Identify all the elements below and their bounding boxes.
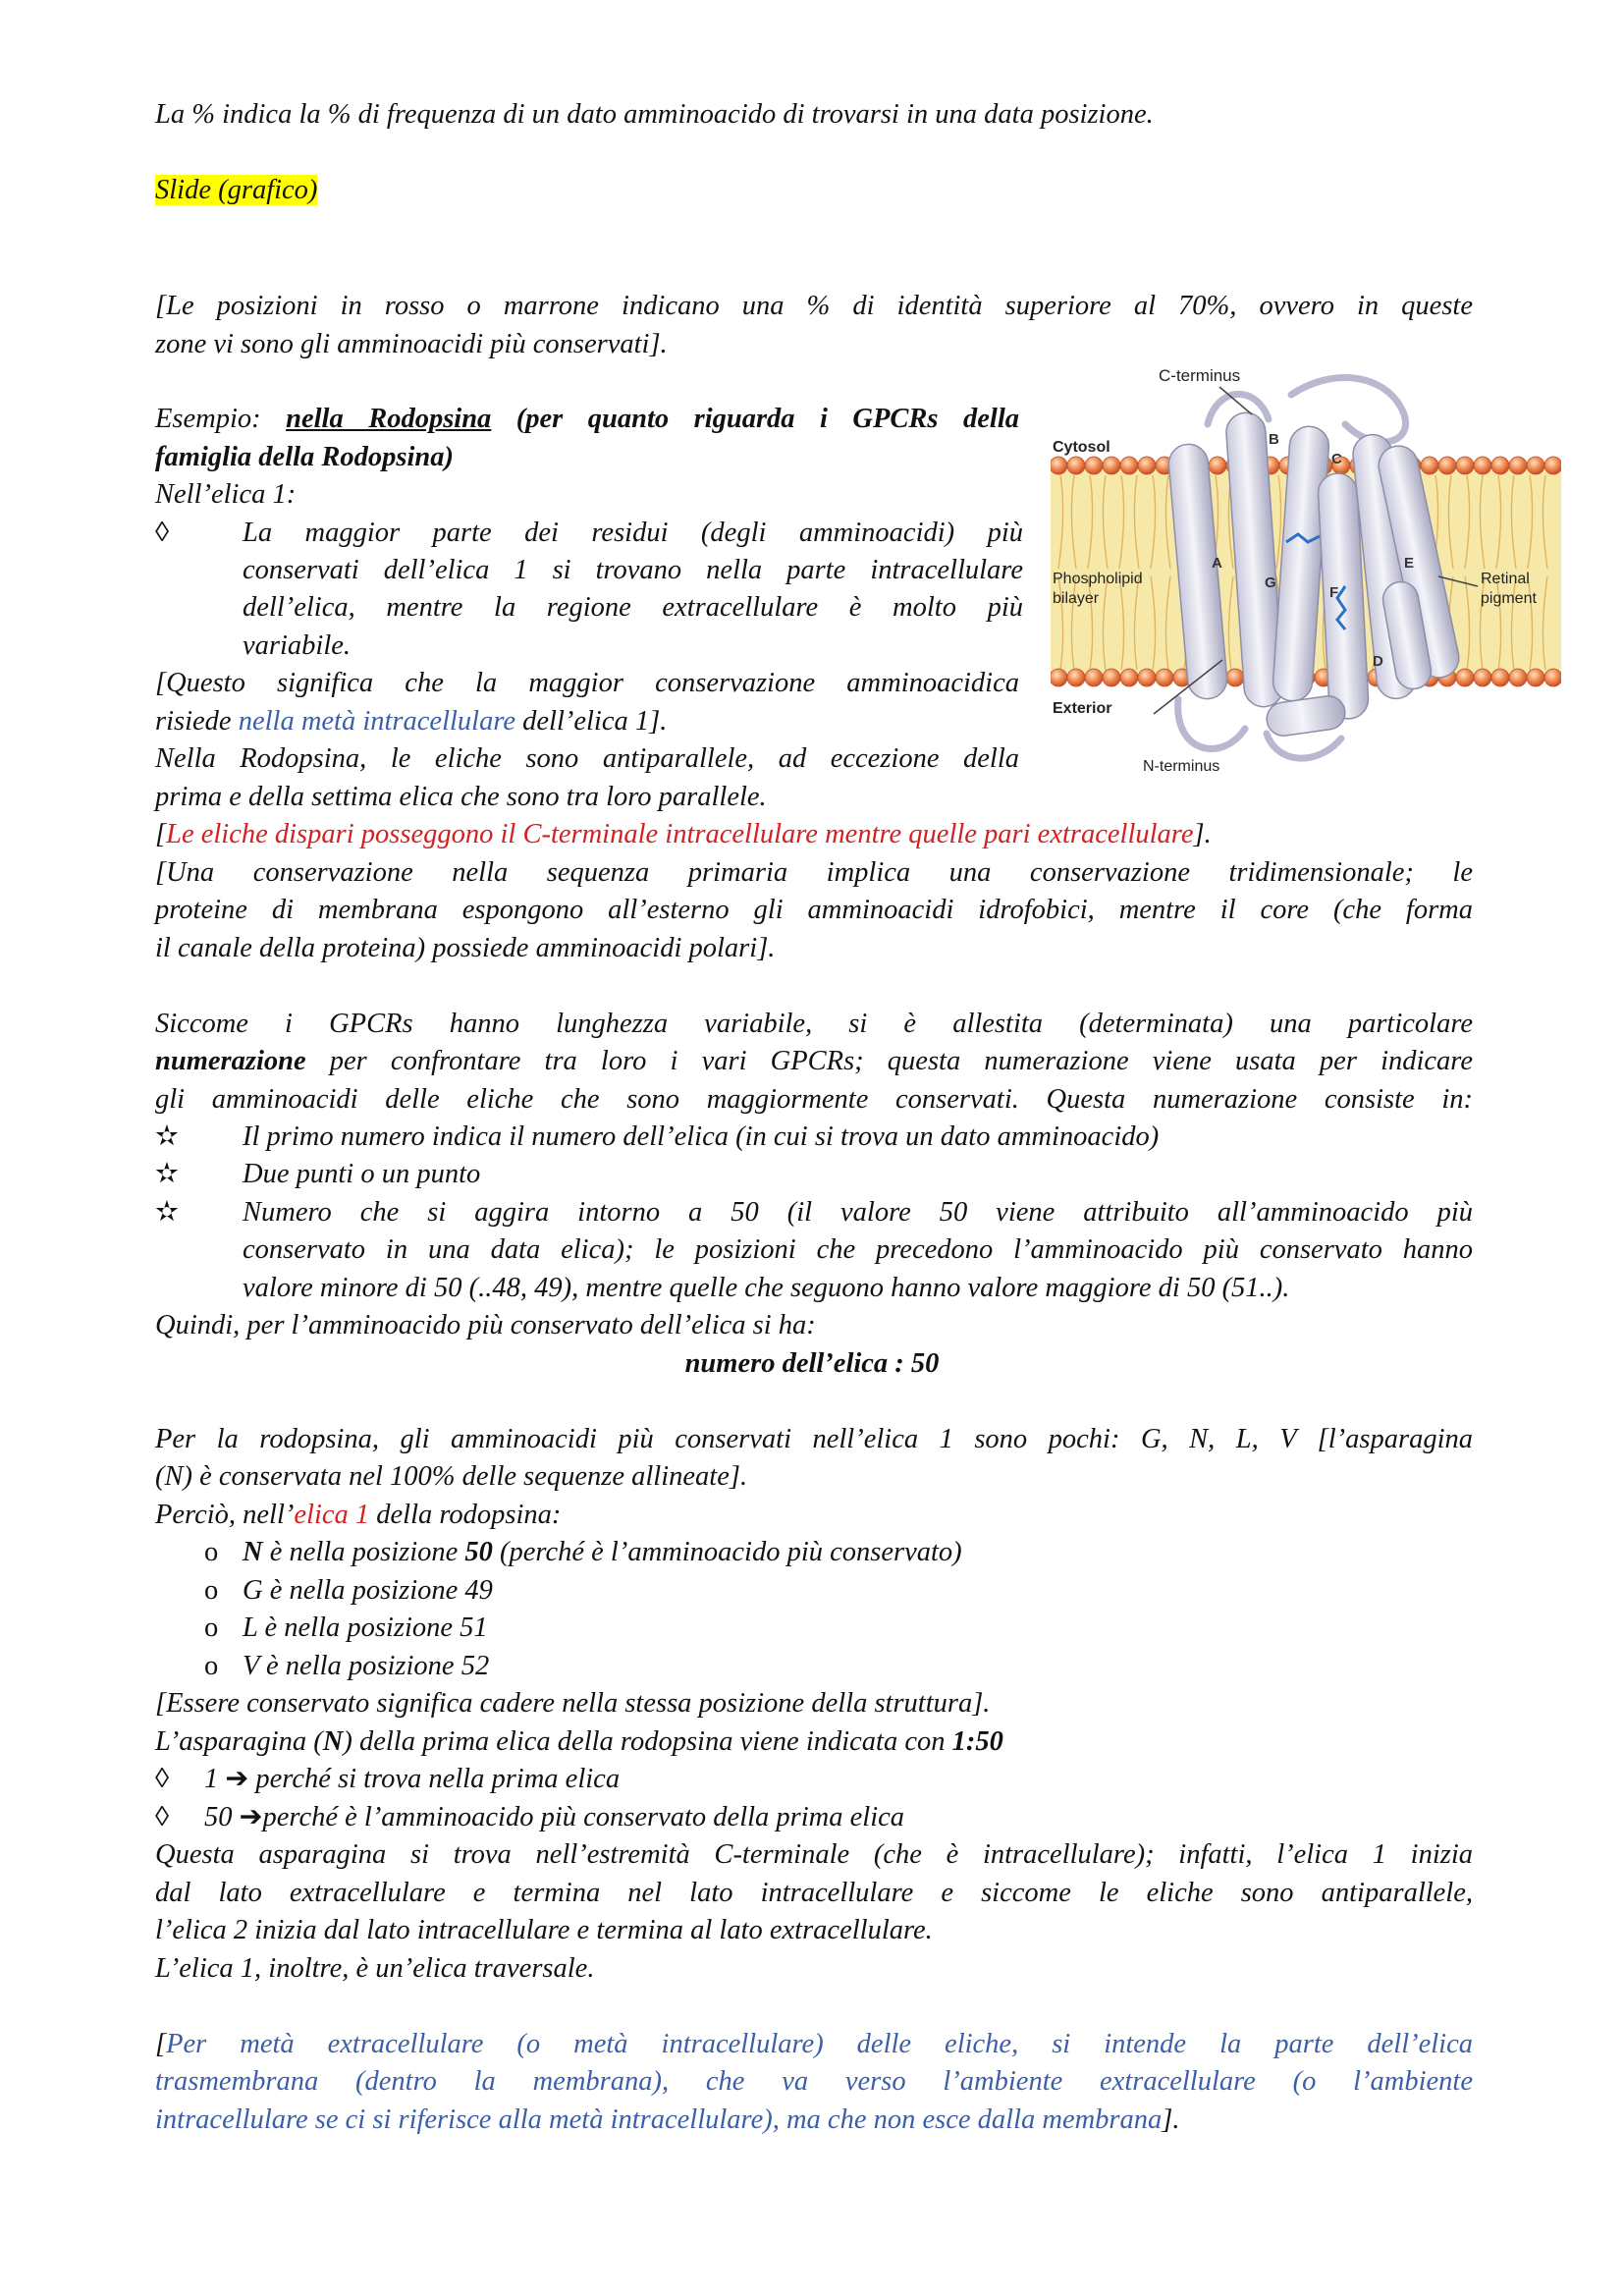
star-item-3-line-3: valore minore di 50 (..48, 49), mentre quelle che seguono hanno valore maggiore di 50 (51..). [243, 1273, 1290, 1303]
formula: numero dell’elica : 50 [684, 1348, 940, 1379]
reason-2: 50 ➔perché è l’amminoacido più conservato della prima elica [204, 1802, 905, 1832]
reason-1: 1 ➔ perché si trova nella prima elica [204, 1764, 621, 1794]
circle-bullet: o [204, 1537, 219, 1567]
helix-label-a: A [1212, 555, 1222, 572]
arrow-icon: ➔ [239, 1802, 263, 1832]
star-bullet: ✫ [155, 1121, 179, 1152]
bullet-helix-line-4: variabile. [243, 630, 352, 661]
circle-bullet: o [204, 1651, 219, 1681]
position-item-n: N è nella posizione 50 (perché è l’amminoacido più conservato) [243, 1537, 962, 1567]
position-item-l: L è nella posizione 51 [243, 1613, 488, 1643]
positions-line-2: zone vi sono gli amminoacidi più conservati]. [155, 329, 668, 359]
helix-label-d: D [1373, 653, 1383, 670]
therefore-helix1: Perciò, nell’elica 1 della rodopsina: [155, 1500, 562, 1530]
example-heading: Esempio: nella Rodopsina (per quanto riguarda i GPCRs della [155, 404, 1019, 434]
helix-label-f: F [1329, 584, 1339, 601]
asparagine-position-line-2: dal lato extracellulare e termina nel lato intracellulare e siccome le eliche sono antiparallele, [155, 1878, 1473, 1908]
meaning-line-1: [Questo significa che la maggior conservazione amminoacidica [155, 668, 1019, 698]
slide-highlight: Slide (grafico) [155, 175, 318, 205]
rhodopsin-helix1-line-2: (N) è conservata nel 100% delle sequenze allineate]. [155, 1461, 748, 1492]
diamond-bullet: ◊ [155, 1802, 170, 1832]
circle-bullet: o [204, 1575, 219, 1606]
position-item-g: G è nella posizione 49 [243, 1575, 493, 1606]
conservation-line-1: [Una conservazione nella sequenza primaria implica una conservazione tridimensionale; le [155, 857, 1473, 888]
positions-line-1: [Le posizioni in rosso o marrone indicano una % di identità superiore al 70%, ovvero in queste [155, 291, 1473, 321]
pigment-label: pigment [1481, 590, 1537, 607]
numerazione-bold: numerazione [155, 1046, 306, 1076]
asparagine-position-line-1: Questa asparagina si trova nell’estremità C-terminale (che è intracellulare); infatti, l’elica 1 inizia [155, 1839, 1473, 1870]
numbering-line-1: Siccome i GPCRs hanno lunghezza variabile, si è allestita (determinata) una particolare [155, 1009, 1473, 1039]
helix-label-c: C [1331, 451, 1342, 467]
bullet-helix-line-1: La maggior parte dei residui (degli amminoacidi) più [243, 518, 1023, 548]
antiparallel-line-1: Nella Rodopsina, le eliche sono antiparallele, ad eccezione della [155, 743, 1019, 774]
definition-line-3: intracellulare se ci si riferisce alla metà intracellulare), ma che non esce dalla membrana]. [155, 2105, 1180, 2135]
arrow-icon: ➔ [225, 1764, 249, 1794]
star-bullet: ✫ [155, 1197, 179, 1228]
helix-1-label: Nell’elica 1: [155, 479, 297, 510]
c-terminus-label: C-terminus [1159, 366, 1241, 385]
rhodopsin-membrane-figure [1051, 365, 1561, 788]
numbering-line-3: gli amminoacidi delle eliche che sono maggiormente conservati. Questa numerazione consiste in: [155, 1084, 1473, 1115]
transverse-helix-line: L’elica 1, inoltre, è un’elica traversale. [155, 1953, 595, 1984]
star-item-2: Due punti o un punto [243, 1159, 481, 1189]
helix-label-b: B [1269, 431, 1279, 448]
cytosol-label: Cytosol [1053, 439, 1110, 456]
circle-bullet: o [204, 1613, 219, 1643]
retinal-label: Retinal [1481, 571, 1530, 587]
diamond-bullet: ◊ [155, 1764, 170, 1794]
asparagine-line: L’asparagina (N) della prima elica della rodopsina viene indicata con 1:50 [155, 1726, 1003, 1757]
star-item-1: Il primo numero indica il numero dell’elica (in cui si trova un dato amminoacido) [243, 1121, 1160, 1152]
therefore-line: Quindi, per l’amminoacido più conservato dell’elica si ha: [155, 1310, 816, 1340]
rhodopsin-helix1-line-1: Per la rodopsina, gli amminoacidi più conservati nell’elica 1 sono pochi: G, N, L, V [l’asparagina [155, 1424, 1473, 1454]
bilayer-label: bilayer [1053, 590, 1100, 607]
helix-1-red: elica 1 [294, 1500, 370, 1530]
meaning-line-2: risiede nella metà intracellulare dell’elica 1]. [155, 706, 668, 737]
diamond-bullet: ◊ [155, 518, 170, 548]
position-item-v: V è nella posizione 52 [243, 1651, 490, 1681]
definition-line-2: trasmembrana (dentro la membrana), che va verso l’ambiente extracellulare (o l’ambiente [155, 2066, 1473, 2097]
phospholipid-label: Phospholipid [1053, 571, 1143, 587]
bullet-helix-line-2: conservati dell’elica 1 si trovano nella parte intracellulare [243, 555, 1023, 585]
rodopsina-underlined: nella Rodopsina [286, 404, 492, 434]
conserved-meaning: [Essere conservato significa cadere nella stessa posizione della struttura]. [155, 1688, 991, 1719]
example-heading-2: famiglia della Rodopsina) [155, 442, 455, 472]
intro-paragraph: La % indica la % di frequenza di un dato amminoacido di trovarsi in una data posizione. [155, 99, 1154, 130]
numbering-line-2: numerazione per confrontare tra loro i vari GPCRs; questa numerazione viene usata per indicare [155, 1046, 1473, 1076]
definition-line-1: [Per metà extracellulare (o metà intracellulare) delle eliche, si intende la parte dell’elica [155, 2029, 1473, 2059]
slide-note [155, 172, 317, 210]
helix-label-e: E [1404, 555, 1415, 572]
antiparallel-line-2: prima e della settima elica che sono tra loro parallele. [155, 782, 767, 812]
bullet-helix-line-3: dell’elica, mentre la regione extracellulare è molto più [243, 592, 1023, 623]
star-item-3-line-1: Numero che si aggira intorno a 50 (il valore 50 viene attribuito all’amminoacido più [243, 1197, 1473, 1228]
exterior-label: Exterior [1053, 700, 1112, 717]
star-item-3-line-2: conservato in una data elica); le posizioni che precedono l’amminoacido più conservato hanno [243, 1234, 1473, 1265]
odd-helices-red-text: Le eliche dispari posseggono il C-terminale intracellulare mentre quelle pari extracellulare [166, 819, 1194, 849]
asparagine-position-line-3: l’elica 2 inizia dal lato intracellulare e termina al lato extracellulare. [155, 1915, 933, 1945]
conservation-line-3: il canale della proteina) possiede amminoacidi polari]. [155, 933, 776, 963]
star-bullet: ✫ [155, 1159, 179, 1189]
intracellular-half-text: nella metà intracellulare [238, 706, 516, 737]
n-terminus-label: N-terminus [1143, 758, 1220, 775]
conservation-line-2: proteine di membrana espongono all’esterno gli amminoacidi idrofobici, mentre il core (che forma [155, 895, 1473, 925]
helix-label-g: G [1265, 574, 1276, 591]
odd-helices-note: [Le eliche dispari posseggono il C-terminale intracellulare mentre quelle pari extracellulare]. [155, 819, 1212, 849]
